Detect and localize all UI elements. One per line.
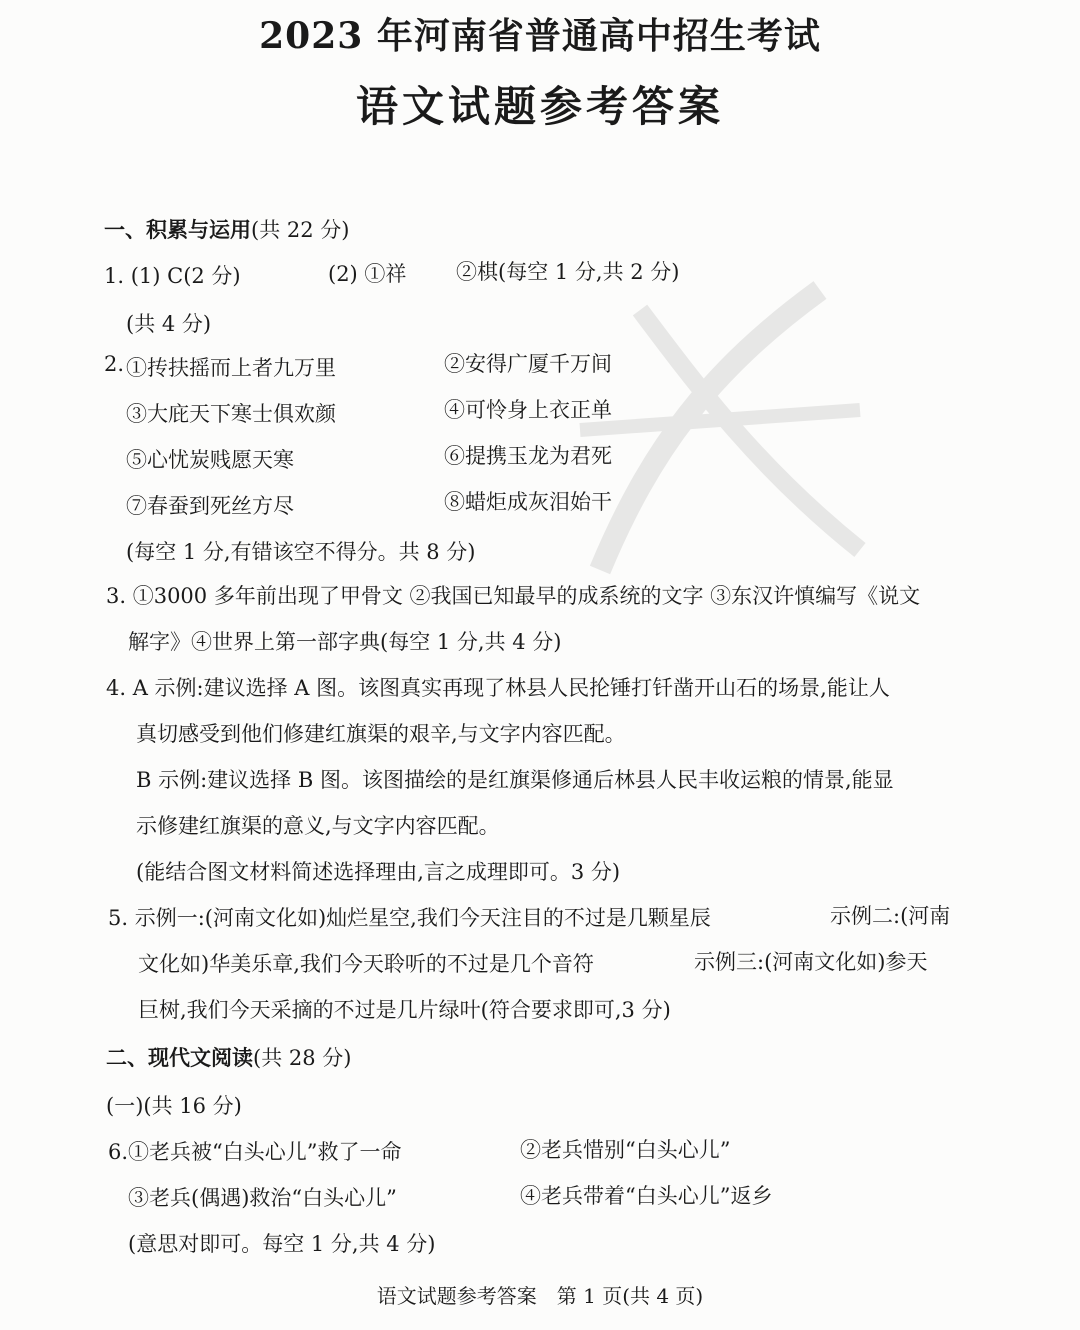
q1-part1: 1. (1) C(2 分) <box>104 264 241 288</box>
section-1-score: (共 22 分) <box>251 218 350 242</box>
q5-line: 巨树,我们今天采摘的不过是几片绿叶(符合要求即可,3 分) <box>138 998 671 1022</box>
q2-item: ⑥提携玉龙为君死 <box>444 444 612 468</box>
q4-line: B 示例:建议选择 B 图。该图描绘的是红旗渠修通后林县人民丰收运粮的情景,能显 <box>136 768 894 792</box>
page-title: 2023 年河南省普通高中招生考试 <box>259 15 821 57</box>
section-2-heading <box>106 1042 351 1072</box>
q2-item: ⑤心忧炭贱愿天寒 <box>126 448 294 472</box>
page-footer: 语文试题参考答案 第 1 页(共 4 页) <box>376 1284 704 1308</box>
section-1-heading <box>104 214 349 244</box>
q2-item: ②安得广厦千万间 <box>444 352 612 376</box>
q2-item: ⑦春蚕到死丝方尽 <box>126 494 294 518</box>
q2-item: ①抟扶摇而上者九万里 <box>126 356 336 380</box>
q4-line: 真切感受到他们修建红旗渠的艰辛,与文字内容匹配。 <box>136 722 626 746</box>
q6-item: ④老兵带着“白头心儿”返乡 <box>520 1184 773 1208</box>
q2-number: 2. <box>104 352 125 376</box>
part-1-heading: (一)(共 16 分) <box>106 1094 242 1118</box>
q6-note: (意思对即可。每空 1 分,共 4 分) <box>128 1232 436 1256</box>
q5-line: 文化如)华美乐章,我们今天聆听的不过是几个音符 <box>138 952 594 976</box>
q1-part2: (2) ①祥 <box>328 262 407 286</box>
q6-item: ③老兵(偶遇)救治“白头心儿” <box>128 1186 397 1210</box>
q5-line: 示例二:(河南 <box>830 904 951 928</box>
section-2-title: 二、现代文阅读 <box>106 1045 253 1070</box>
q5-line: 5. 示例一:(河南文化如)灿烂星空,我们今天注目的不过是几颗星辰 <box>108 906 711 930</box>
q6-item: 6.①老兵被“白头心儿”救了一命 <box>108 1140 402 1164</box>
q2-item: ⑧蜡炬成灰泪始干 <box>444 490 612 514</box>
q4-line: 示修建红旗渠的意义,与文字内容匹配。 <box>136 814 500 838</box>
q1-total: (共 4 分) <box>126 312 212 336</box>
q2-note: (每空 1 分,有错该空不得分。共 8 分) <box>126 540 476 564</box>
q2-item: ④可怜身上衣正单 <box>444 398 612 422</box>
section-1-title: 一、积累与运用 <box>104 217 251 242</box>
q6-item: ②老兵惜别“白头心儿” <box>520 1138 731 1162</box>
page-subtitle: 语文试题参考答案 <box>355 82 724 131</box>
q1-part3: ②棋(每空 1 分,共 2 分) <box>456 260 680 284</box>
q3-line: 解字》④世界上第一部字典(每空 1 分,共 4 分) <box>128 630 562 654</box>
q4-line: (能结合图文材料简述选择理由,言之成理即可。3 分) <box>136 860 621 884</box>
q3-line: 3. ①3000 多年前出现了甲骨文 ②我国已知最早的成系统的文字 ③东汉许慎编写《说文 <box>106 584 921 608</box>
q4-line: 4. A 示例:建议选择 A 图。该图真实再现了林县人民抡锤打钎凿开山石的场景,能让人 <box>106 676 890 700</box>
q2-item: ③大庇天下寒士俱欢颜 <box>126 402 336 426</box>
section-2-score: (共 28 分) <box>253 1046 352 1070</box>
q5-line: 示例三:(河南文化如)参天 <box>694 950 928 974</box>
